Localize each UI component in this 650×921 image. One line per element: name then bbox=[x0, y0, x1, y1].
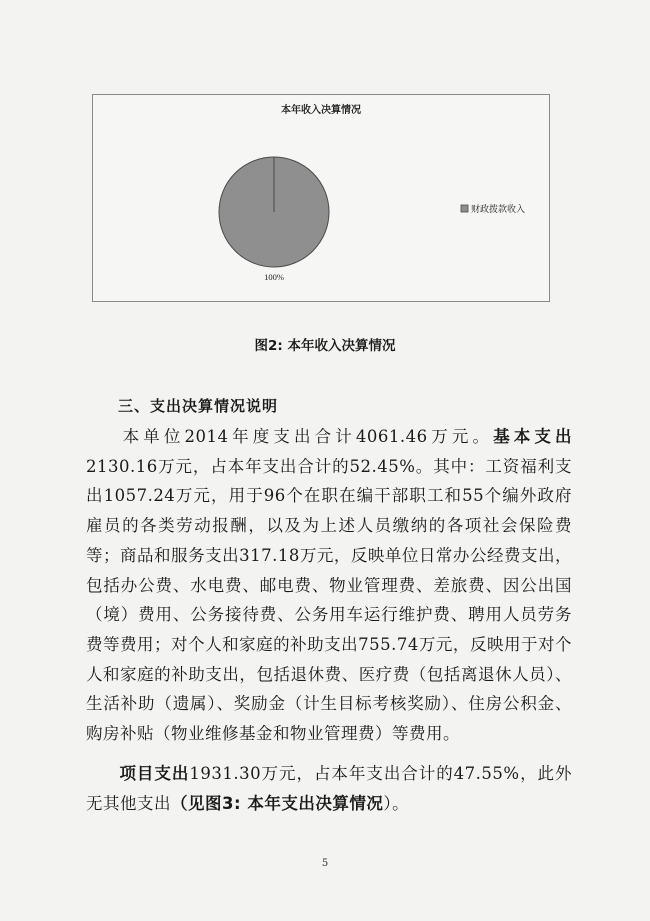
paragraph-lead: 本单位2014年度支出合计4061.46万元。 bbox=[119, 427, 494, 446]
project-expenditure-label: 项目支出 bbox=[119, 764, 190, 783]
paragraph-expenditure-detail bbox=[86, 422, 572, 749]
chart-title: 本年收入决算情况 bbox=[281, 105, 361, 116]
figure-ref-open: （ bbox=[171, 793, 188, 813]
pie-chart bbox=[92, 94, 550, 302]
figure-caption: 图2: 本年收入决算情况 bbox=[254, 338, 396, 354]
chart-canvas bbox=[93, 95, 549, 301]
basic-expenditure-label: 基本支出 bbox=[493, 427, 573, 446]
pie-data-label: 100% bbox=[264, 272, 284, 282]
paragraph-body: 1931.30万元，占本年支出合计的47.55%，此外无其他支出 bbox=[86, 764, 572, 813]
section-heading: 三、支出决算情况说明 bbox=[118, 397, 279, 415]
page-number: 5 bbox=[321, 858, 329, 869]
figure-reference: 见图3: 本年支出决算情况 bbox=[188, 793, 384, 813]
legend-swatch bbox=[461, 205, 468, 212]
legend-label: 财政拨款收入 bbox=[471, 205, 526, 215]
paragraph-body: 2130.16万元，占本年支出合计的52.45%。其中：工资福利支出1057.24万元，用于96个在职在编干部职工和55个编外政府雇员的各类劳动报酬，以及为上述人员缴纳的各项社会保险费等；商品和服务支出317.18万元，反映单位日常办公经费支出，包括办公费、水电费、邮电费、物业管理费、差旅费、因公出国（境）费用、公务接待费、公务用车运行维护费、聘用人员劳务费等费用；对个人和家庭的补助支出755.74万元，反映用于对个人和家庭的补助支出，包括退休费、医疗费（包括离退休人员）、生活补助（遗属）、奖励金（计生目标考核奖励）、住房公积金、购房补贴（物业维修基金和物业管理费）等费用。 bbox=[86, 456, 572, 744]
paragraph-project-expenditure bbox=[86, 759, 572, 818]
figure-ref-close: ）。 bbox=[383, 793, 410, 813]
